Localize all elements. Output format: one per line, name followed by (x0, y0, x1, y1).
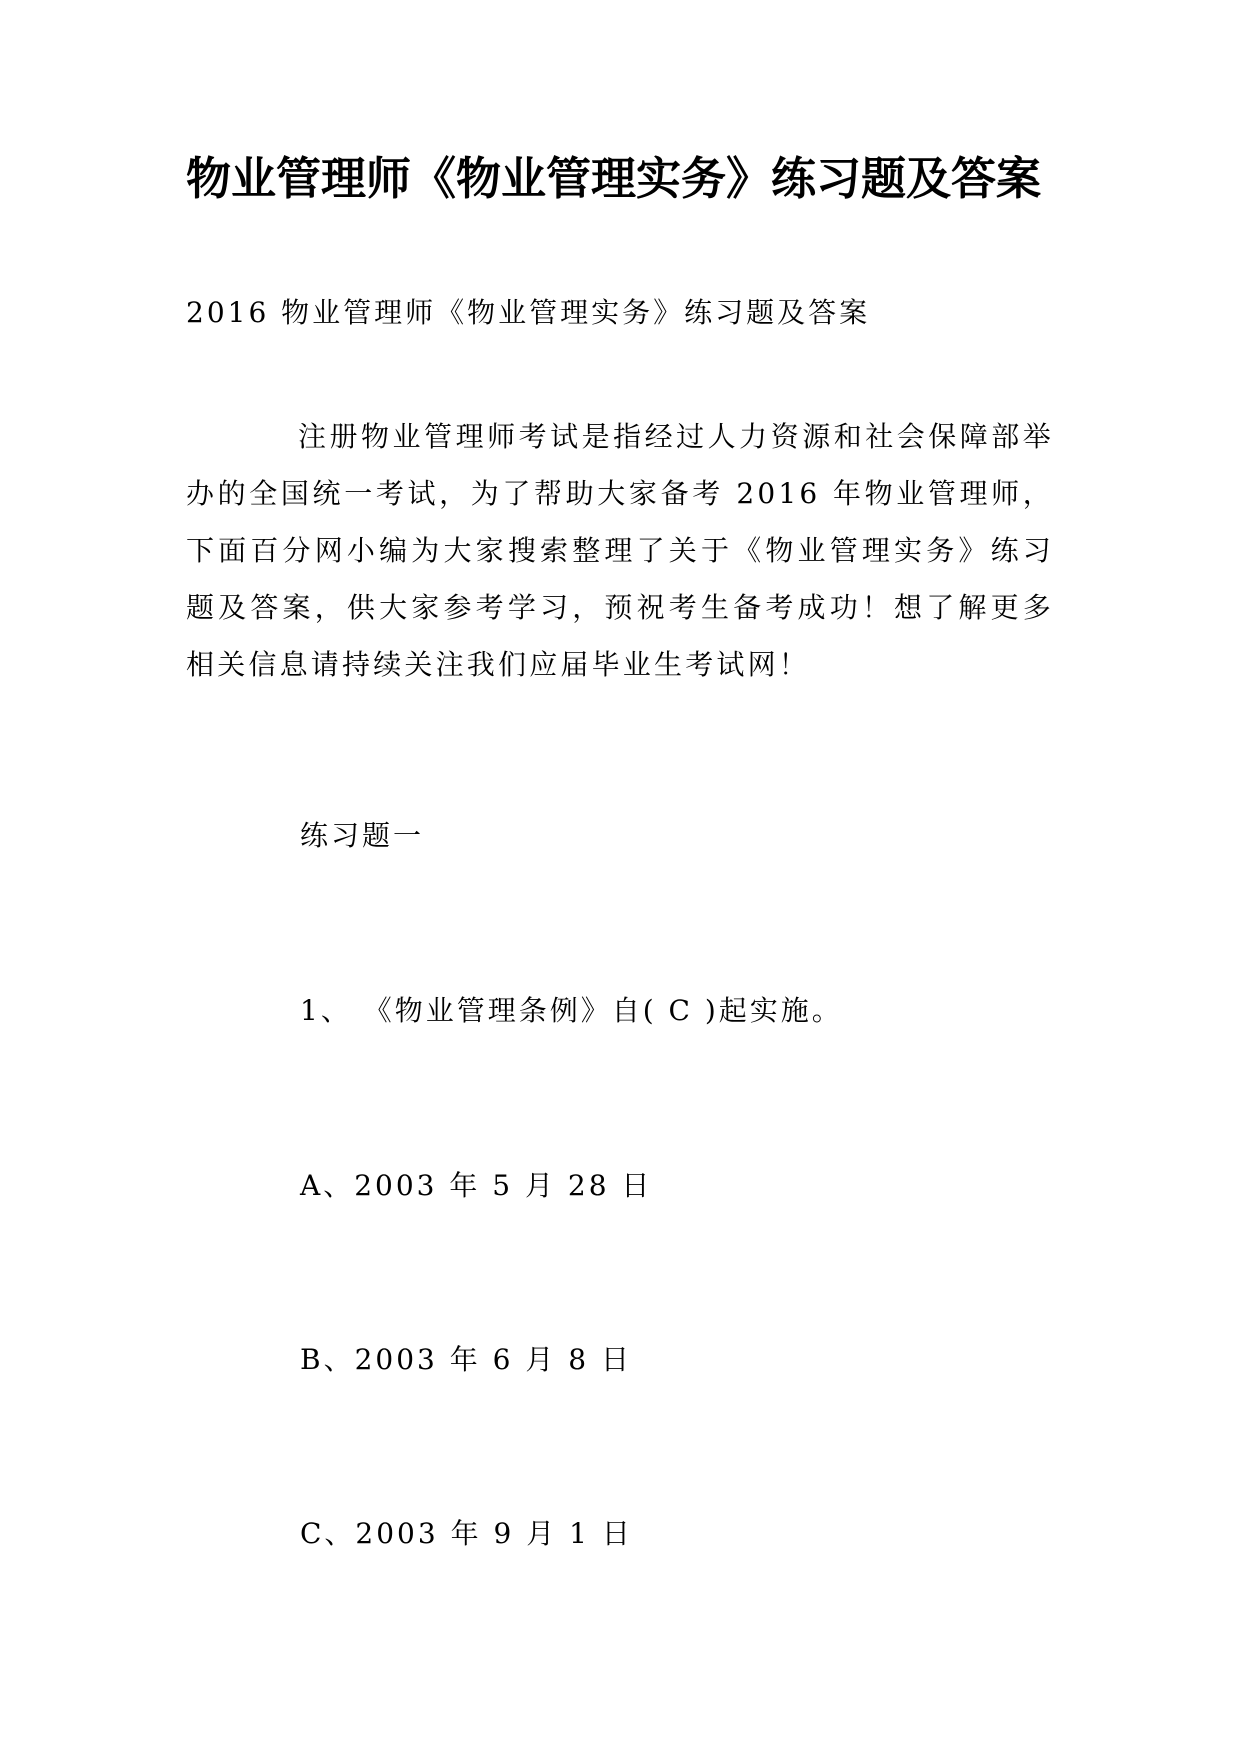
option-b: B、2003 年 6 月 8 日 (300, 1343, 632, 1376)
intro-paragraph: 注册物业管理师考试是指经过人力资源和社会保障部举办的全国统一考试，为了帮助大家备考 2016 年物业管理师，下面百分网小编为大家搜索整理了关于《物业管理实务》练习题及答案，供大家参考学习，预祝考生备考成功！想了解更多相关信息请持续关注我们应届毕业生考试网！ (186, 420, 1054, 681)
section-title: 练习题一 (300, 819, 425, 852)
question-text: 1、 《物业管理条例》自( C )起实施。 (300, 994, 843, 1027)
document-subtitle: 2016 物业管理师《物业管理实务》练习题及答案 (186, 296, 871, 329)
option-c: C、2003 年 9 月 1 日 (300, 1517, 633, 1550)
document-title: 物业管理师《物业管理实务》练习题及答案 (186, 152, 1042, 205)
option-a: A、2003 年 5 月 28 日 (300, 1169, 653, 1202)
